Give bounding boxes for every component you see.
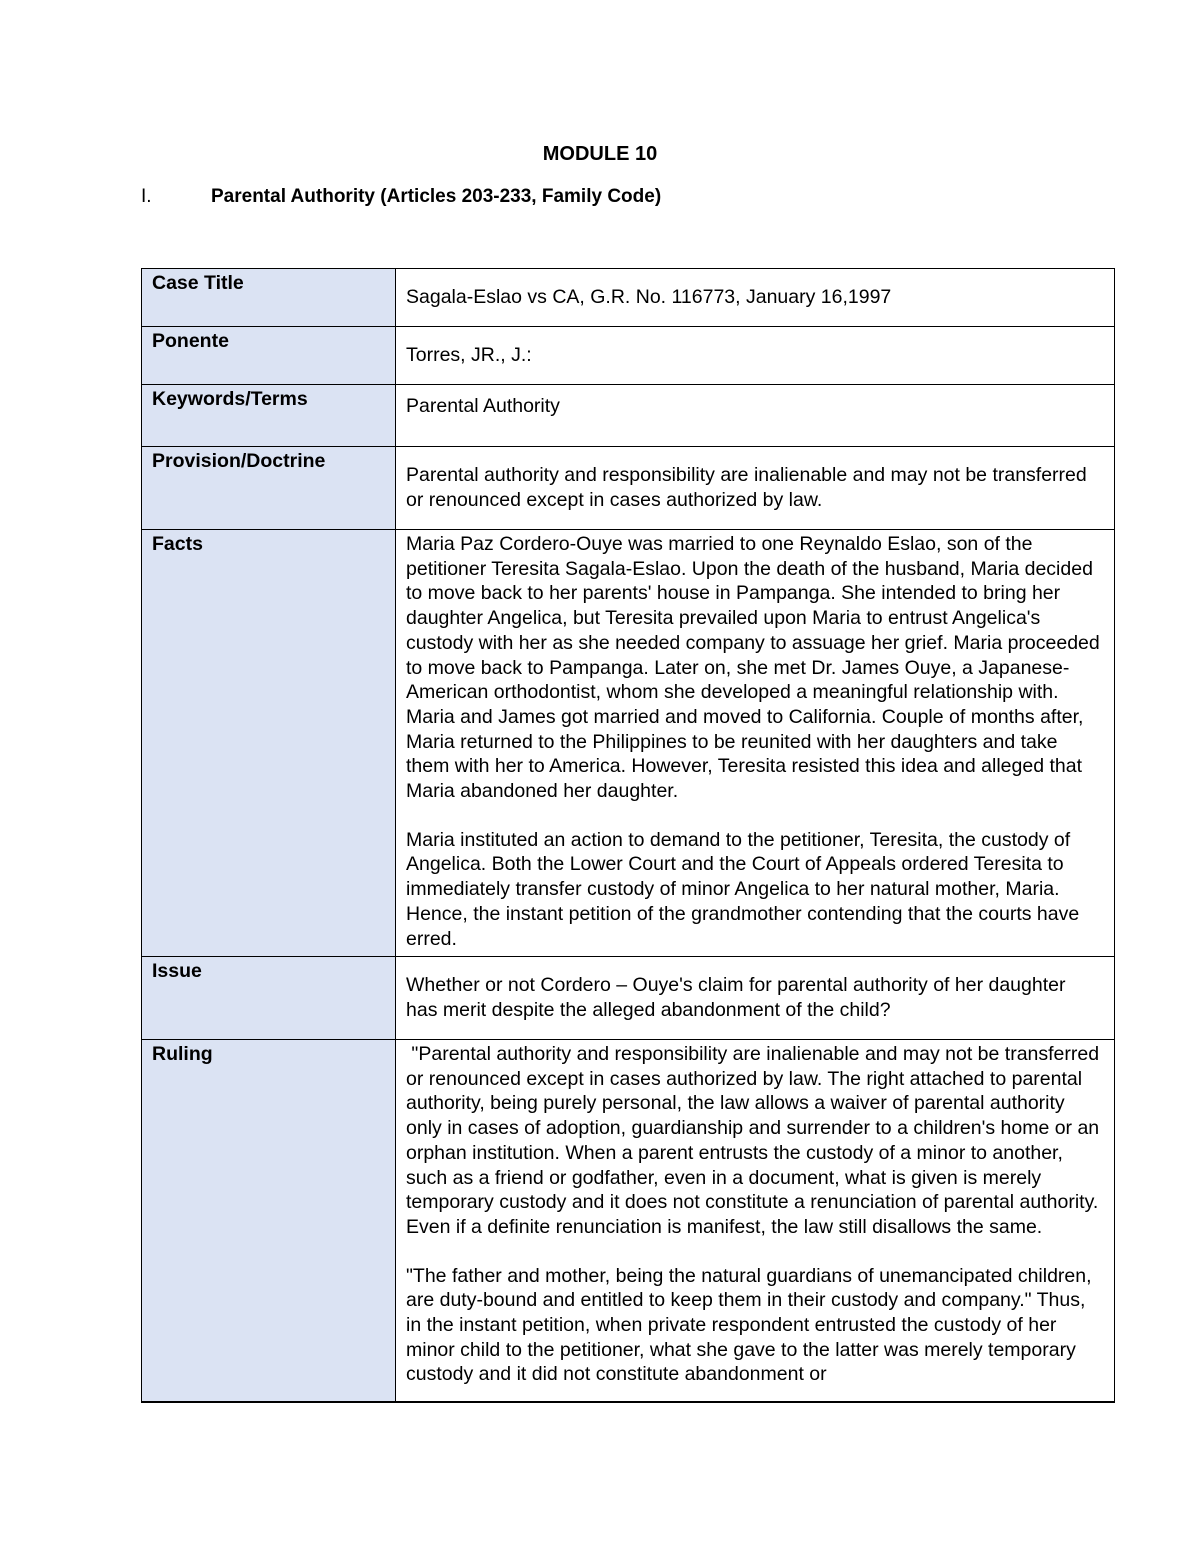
facts-paragraph-2: Maria instituted an action to demand to the petitioner, Teresita, the custody of Angelica. Both the Lower Court and the Court of Appeals ordered Teresita to immediately transfer custody of minor Angelica to her natural mother, Maria. Hence, the instant petition of the grandmother contending that the courts have erred.	[406, 828, 1080, 950]
facts-cell	[396, 530, 1115, 957]
section-numeral: I.	[141, 186, 152, 207]
ponente-value: Torres, JR., J.:	[406, 344, 532, 366]
issue-cell	[396, 957, 1115, 1040]
ruling-label: Ruling	[142, 1040, 396, 1404]
facts-label: Facts	[142, 530, 396, 957]
table-row	[142, 957, 1115, 1040]
table-row	[142, 1040, 1115, 1404]
case-digest-table	[141, 268, 1115, 1403]
table-row	[142, 269, 1115, 327]
provision-cell	[396, 447, 1115, 530]
ruling-paragraph-2: "The father and mother, being the natural guardians of unemancipated children, are duty-bound and entitled to keep them in their custody and company." Thus, in the instant petition, when private respondent entrusted the custody of her minor child to the petitioner, what she gave to the latter was merely temporary custody and it did not constitute abandonment or	[406, 1264, 1092, 1386]
case-title-value: Sagala-Eslao vs CA, G.R. No. 116773, January 16,1997	[406, 286, 892, 308]
provision-value: Parental authority and responsibility are inalienable and may not be transferred or renounced except in cases authorized by law.	[406, 464, 1087, 511]
provision-label: Provision/Doctrine	[142, 447, 396, 530]
table-row	[142, 447, 1115, 530]
keywords-cell	[396, 385, 1115, 447]
case-title-label: Case Title	[142, 269, 396, 327]
table-bottom-border	[141, 1401, 1115, 1403]
issue-label: Issue	[142, 957, 396, 1040]
keywords-label: Keywords/Terms	[142, 385, 396, 447]
ruling-cell	[396, 1040, 1115, 1404]
facts-paragraph-1: Maria Paz Cordero-Ouye was married to one Reynaldo Eslao, son of the petitioner Teresita Sagala-Eslao. Upon the death of the husband, Maria decided to move back to her parents' house in Pampanga. She intended to bring her daughter Angelica, but Teresita prevailed upon Maria to entrust Angelica's custody with her as she needed company to assuage her grief. Maria proceeded to move back to Pampanga. Later on, she met Dr. James Ouye, a Japanese-American orthodontist, whom she developed a meaningful relationship with. Maria and James got married and moved to California. Couple of months after, Maria returned to the Philippines to be reunited with her daughters and take them with her to America. However, Teresita resisted this idea and alleged that Maria abandoned her daughter.	[406, 533, 1100, 803]
table-row	[142, 385, 1115, 447]
module-title: MODULE 10	[542, 143, 658, 165]
issue-value: Whether or not Cordero – Ouye's claim for parental authority of her daughter has merit despite the alleged abandonment of the child?	[406, 974, 1066, 1021]
section-heading-text: Parental Authority (Articles 203-233, Family Code)	[211, 186, 662, 207]
ruling-paragraph-1: "Parental authority and responsibility are inalienable and may not be transferred or renounced except in cases authorized by law. The right attached to parental authority, being purely personal, the law allows a waiver of parental authority only in cases of adoption, guardianship and surrender to a children's home or an orphan institution. When a parent entrusts the custody of a minor to another, such as a friend or godfather, even in a document, what is given is merely temporary custody and it does not constitute a renunciation of parental authority. Even if a definite renunciation is manifest, the law still disallows the same.	[406, 1043, 1105, 1238]
ponente-cell	[396, 327, 1115, 385]
table-row	[142, 327, 1115, 385]
case-title-cell	[396, 269, 1115, 327]
keywords-value: Parental Authority	[406, 395, 560, 417]
ponente-label: Ponente	[142, 327, 396, 385]
table-row	[142, 530, 1115, 957]
